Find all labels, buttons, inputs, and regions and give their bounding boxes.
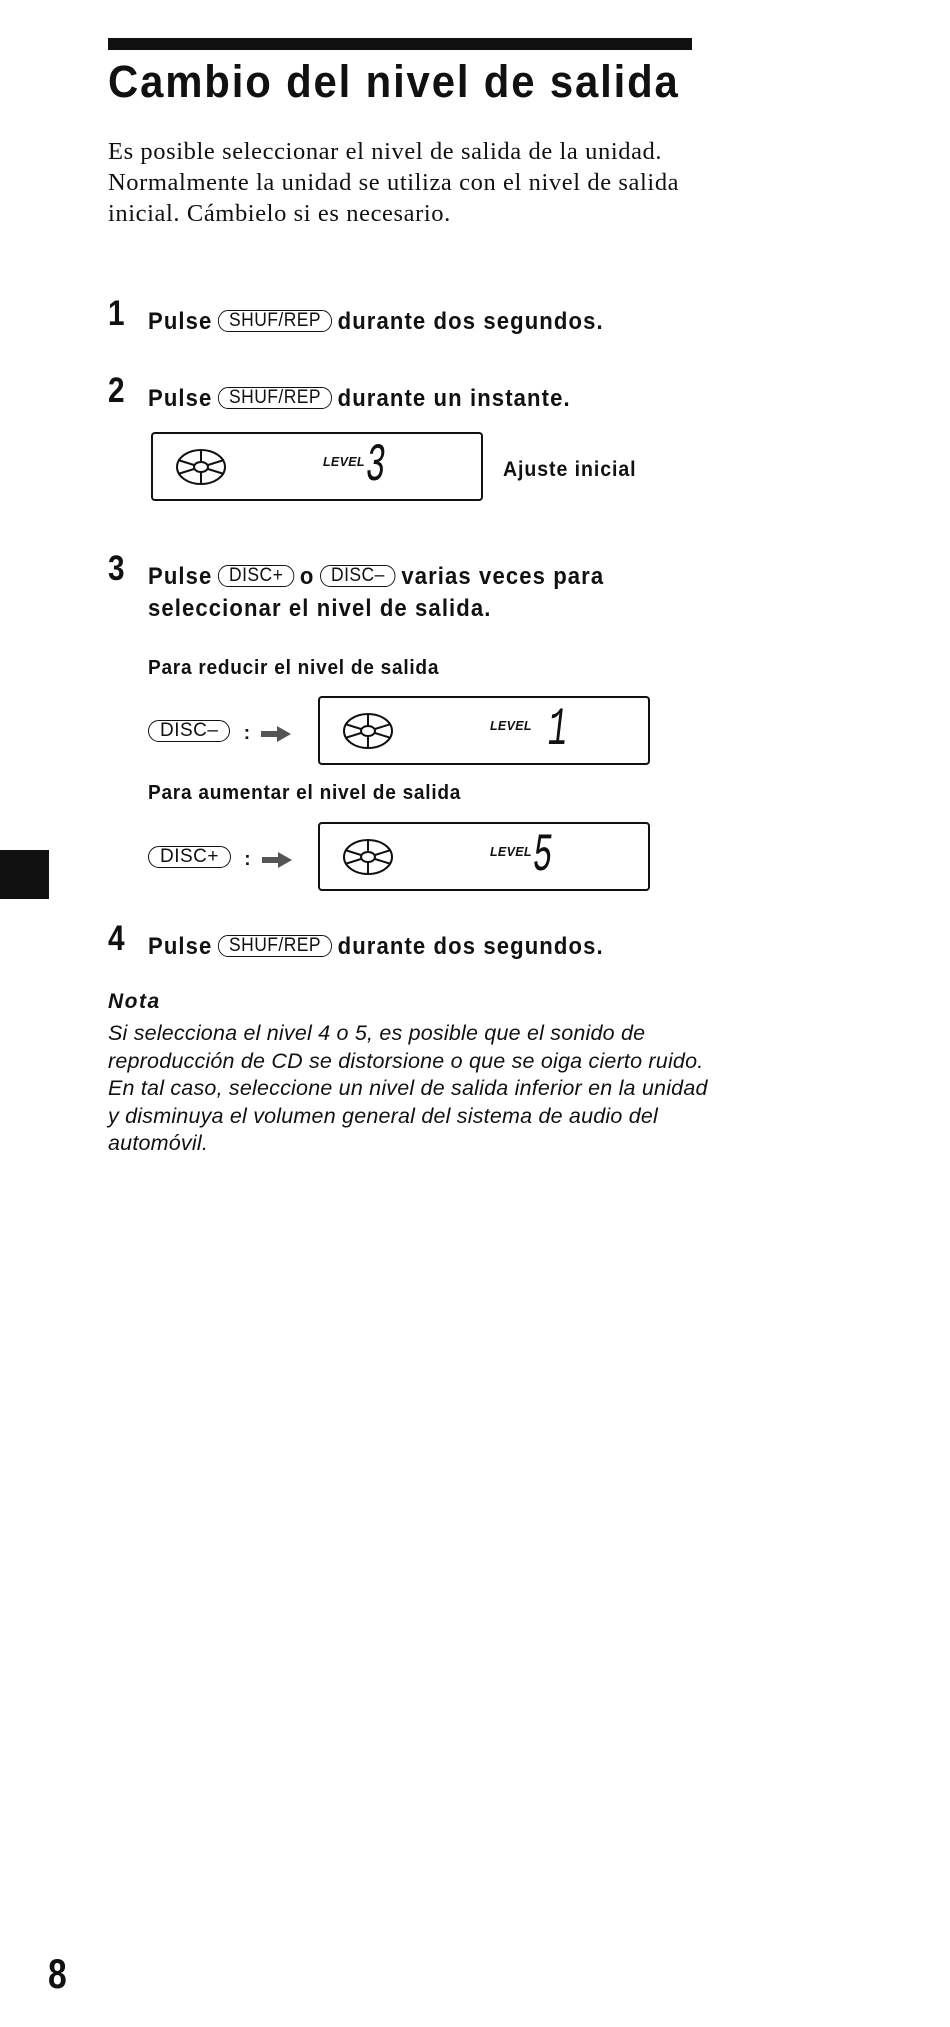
step-number: 3 (108, 549, 125, 588)
step-number: 2 (108, 371, 125, 410)
reduce-key-row: DISC– : (148, 720, 291, 745)
step-instruction: Pulse SHUF/REP durante dos segundos. (148, 308, 604, 335)
arrow-right-icon (262, 852, 292, 868)
page-title: Cambio del nivel de salida (108, 56, 680, 107)
title-rule (108, 38, 692, 50)
note-text: Si selecciona el nivel 4 o 5, es posible que el sonido de reproducción de CD se distorsione o que se oiga cierto ruido. En tal caso, seleccione un nivel de salida inferior en la unidad y disminuya el volumen general del sistema de audio del automóvil. (108, 1021, 708, 1155)
lcd-display-initial (151, 432, 483, 501)
step-instruction: Pulse DISC+ o DISC– varias veces para (148, 563, 605, 590)
lcd-display-increase (318, 822, 650, 891)
shuf-rep-key: SHUF/REP (218, 310, 332, 332)
level-label: LEVEL (490, 719, 532, 733)
level-value: 1 (548, 700, 568, 761)
level-value: 5 (533, 826, 553, 887)
level-value: 3 (366, 436, 386, 497)
disc-plus-key: DISC+ (148, 846, 231, 868)
note-heading: Nota (108, 990, 161, 1013)
arrow-right-icon (261, 726, 291, 742)
section-tab-marker (0, 850, 49, 899)
intro-paragraph: Es posible seleccionar el nivel de salida de la unidad. Normalmente la unidad se utiliza con el nivel de salida inicial. Cámbielo si es necesario. (108, 138, 680, 227)
page-number: 8 (48, 1950, 67, 1997)
shuf-rep-key: SHUF/REP (218, 387, 332, 409)
step-instruction-line2: seleccionar el nivel de salida. (148, 595, 492, 622)
lcd-display-reduce (318, 696, 650, 765)
increase-key-row: DISC+ : (148, 846, 292, 871)
step-number: 1 (108, 294, 125, 333)
disc-icon (342, 712, 394, 750)
disc-minus-key: DISC– (148, 720, 230, 742)
disc-icon (175, 448, 227, 486)
step-instruction: Pulse SHUF/REP durante un instante. (148, 385, 571, 412)
initial-setting-caption: Ajuste inicial (503, 458, 637, 481)
level-label: LEVEL (323, 455, 365, 469)
disc-minus-key: DISC– (320, 565, 396, 587)
increase-heading: Para aumentar el nivel de salida (148, 781, 462, 804)
step-number: 4 (108, 919, 125, 958)
shuf-rep-key: SHUF/REP (218, 935, 332, 957)
step-instruction: Pulse SHUF/REP durante dos segundos. (148, 933, 604, 960)
disc-plus-key: DISC+ (218, 565, 294, 587)
level-label: LEVEL (490, 845, 532, 859)
reduce-heading: Para reducir el nivel de salida (148, 656, 440, 679)
disc-icon (342, 838, 394, 876)
